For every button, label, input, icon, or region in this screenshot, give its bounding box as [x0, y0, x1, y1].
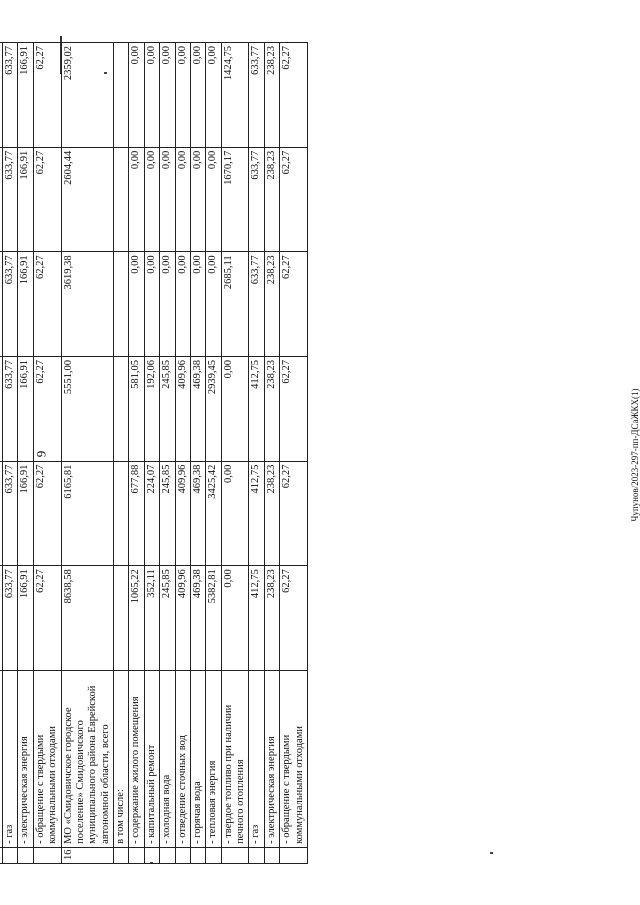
value-cell: 677,88: [129, 461, 144, 566]
row-label: - тепловая энергия: [206, 670, 221, 847]
value-cell: [114, 252, 129, 357]
value-cell: 581,05: [129, 356, 144, 461]
table-container: [0, 42, 402, 864]
row-index: [206, 847, 221, 863]
value-cell: 1424,75: [221, 43, 249, 148]
value-cell: 2685,11: [221, 252, 249, 357]
value-cell: [114, 356, 129, 461]
value-cell: 238,23: [264, 461, 279, 566]
value-cell: 2939,45: [206, 356, 221, 461]
table-row: [61, 43, 114, 864]
row-label: - содержание жилого помещения: [129, 670, 144, 847]
value-cell: 0,00: [190, 252, 205, 357]
value-cell: 1670,17: [221, 147, 249, 252]
value-cell: 352,11: [144, 566, 159, 671]
row-index: [160, 847, 175, 863]
row-label: в том числе:: [114, 670, 129, 847]
value-cell: 62,27: [280, 566, 308, 671]
value-cell: 62,27: [33, 356, 61, 461]
value-cell: 0,00: [175, 252, 190, 357]
value-cell: 5382,81: [206, 566, 221, 671]
row-index: [129, 847, 144, 863]
value-cell: 0,00: [221, 461, 249, 566]
value-cell: 469,38: [190, 356, 205, 461]
value-cell: 0,00: [129, 43, 144, 148]
document-code: Чупунов/2023-297-пп-ДСаЖКХ(1): [630, 388, 640, 522]
value-cell: 62,27: [33, 252, 61, 357]
row-index: 16: [61, 847, 114, 863]
value-cell: 62,27: [33, 43, 61, 148]
value-cell: 6165,81: [61, 461, 114, 566]
value-cell: 409,96: [175, 461, 190, 566]
value-cell: 633,77: [3, 147, 18, 252]
value-cell: 166,91: [18, 566, 33, 671]
value-cell: 633,77: [3, 356, 18, 461]
value-cell: [114, 566, 129, 671]
value-cell: 166,91: [18, 461, 33, 566]
value-cell: 0,00: [206, 147, 221, 252]
value-cell: 0,00: [206, 252, 221, 357]
value-cell: 469,38: [190, 461, 205, 566]
table-row: [280, 43, 308, 864]
scan-speck: [490, 852, 493, 854]
row-label: МО «Смидовичское городское поселение» Смидовичского муниципального района Еврейской автономной области, всего: [61, 670, 114, 847]
value-cell: 0,00: [144, 147, 159, 252]
value-cell: [114, 147, 129, 252]
row-label: - горячая вода: [190, 670, 205, 847]
value-cell: 0,00: [221, 566, 249, 671]
row-index: [280, 847, 308, 863]
tariff-table: [0, 42, 308, 864]
value-cell: 3619,38: [61, 252, 114, 357]
row-index: [190, 847, 205, 863]
value-cell: 0,00: [144, 252, 159, 357]
table-row: [160, 43, 175, 864]
table-row: [129, 43, 144, 864]
value-cell: 0,00: [160, 252, 175, 357]
row-index: [114, 847, 129, 863]
value-cell: 166,91: [18, 147, 33, 252]
value-cell: 192,06: [144, 356, 159, 461]
value-cell: 633,77: [3, 566, 18, 671]
value-cell: 0,00: [129, 147, 144, 252]
row-index: [33, 847, 61, 863]
row-label: - газ: [249, 670, 264, 847]
value-cell: 469,38: [190, 566, 205, 671]
table-row: [175, 43, 190, 864]
value-cell: 245,85: [160, 461, 175, 566]
row-label: - обращение с твердыми коммунальными отходами: [280, 670, 308, 847]
value-cell: 633,77: [249, 43, 264, 148]
value-cell: 8638,58: [61, 566, 114, 671]
row-label: - капитальный ремонт: [144, 670, 159, 847]
value-cell: 245,85: [160, 356, 175, 461]
value-cell: 2604,44: [61, 147, 114, 252]
row-index: [175, 847, 190, 863]
value-cell: 412,75: [249, 566, 264, 671]
value-cell: 238,23: [264, 252, 279, 357]
table-body: [0, 43, 307, 864]
value-cell: 62,27: [33, 147, 61, 252]
value-cell: 224,07: [144, 461, 159, 566]
value-cell: 0,00: [160, 43, 175, 148]
value-cell: 238,23: [264, 43, 279, 148]
row-index: [3, 847, 18, 863]
table-row: [144, 43, 159, 864]
value-cell: 238,23: [264, 566, 279, 671]
value-cell: 409,96: [175, 566, 190, 671]
table-row: [33, 43, 61, 864]
value-cell: 633,77: [3, 461, 18, 566]
value-cell: 0,00: [175, 43, 190, 148]
row-label: - обращение с твердыми коммунальными отходами: [33, 670, 61, 847]
value-cell: 412,75: [249, 356, 264, 461]
table-row: [3, 43, 18, 864]
value-cell: 62,27: [280, 43, 308, 148]
value-cell: 0,00: [190, 147, 205, 252]
value-cell: 0,00: [190, 43, 205, 148]
value-cell: 3425,42: [206, 461, 221, 566]
value-cell: 633,77: [3, 43, 18, 148]
value-cell: 238,23: [264, 147, 279, 252]
table-row: [114, 43, 129, 864]
row-index: [18, 847, 33, 863]
row-label: - холодная вода: [160, 670, 175, 847]
table-row: [206, 43, 221, 864]
value-cell: 0,00: [221, 356, 249, 461]
value-cell: [114, 43, 129, 148]
value-cell: 62,27: [280, 356, 308, 461]
value-cell: 62,27: [280, 252, 308, 357]
value-cell: 166,91: [18, 43, 33, 148]
table-row: [221, 43, 249, 864]
table-row: [190, 43, 205, 864]
value-cell: 166,91: [18, 356, 33, 461]
value-cell: 1065,22: [129, 566, 144, 671]
value-cell: 633,77: [3, 252, 18, 357]
table-row: [264, 43, 279, 864]
value-cell: 62,27: [33, 461, 61, 566]
row-label: - электрическая энергия: [18, 670, 33, 847]
table-row: [18, 43, 33, 864]
row-index: [249, 847, 264, 863]
value-cell: 5551,00: [61, 356, 114, 461]
value-cell: 633,77: [249, 252, 264, 357]
page-number: 9: [33, 450, 49, 458]
value-cell: [114, 461, 129, 566]
value-cell: 412,75: [249, 461, 264, 566]
row-index: [144, 847, 159, 863]
value-cell: 409,96: [175, 356, 190, 461]
value-cell: 0,00: [160, 147, 175, 252]
row-label: - электрическая энергия: [264, 670, 279, 847]
value-cell: 62,27: [280, 461, 308, 566]
value-cell: 2359,02: [61, 43, 114, 148]
value-cell: 633,77: [249, 147, 264, 252]
value-cell: 62,27: [33, 566, 61, 671]
value-cell: 245,85: [160, 566, 175, 671]
row-label: - отведение сточных вод: [175, 670, 190, 847]
table-row: [249, 43, 264, 864]
value-cell: 238,23: [264, 356, 279, 461]
row-index: [264, 847, 279, 863]
value-cell: 0,00: [175, 147, 190, 252]
value-cell: 0,00: [206, 43, 221, 148]
value-cell: 0,00: [129, 252, 144, 357]
value-cell: 0,00: [144, 43, 159, 148]
row-index: [221, 847, 249, 863]
value-cell: 62,27: [280, 147, 308, 252]
value-cell: 166,91: [18, 252, 33, 357]
row-label: - твердое топливо при наличии печного отопления: [221, 670, 249, 847]
row-label: - газ: [3, 670, 18, 847]
